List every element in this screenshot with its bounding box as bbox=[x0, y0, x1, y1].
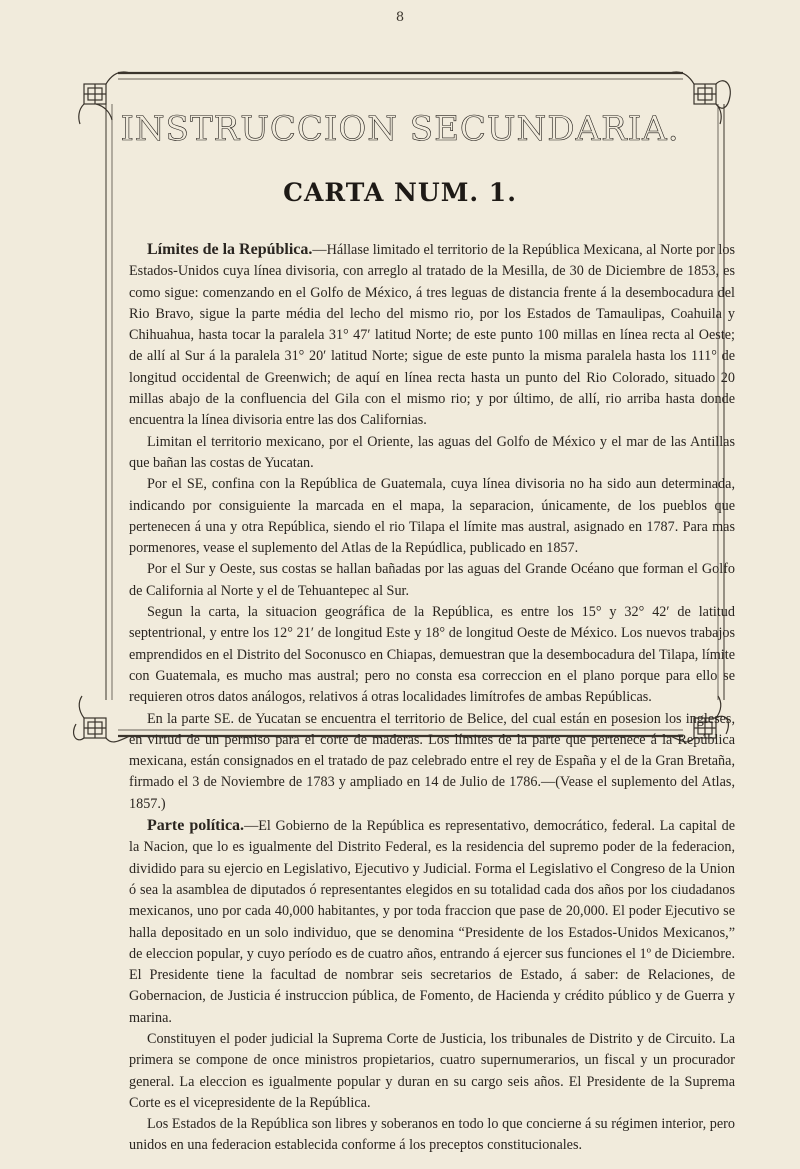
paragraph-text: —Hállase limitado el territorio de la República Mexicana, al Norte por los Estados-Unidos cuya línea divisoria, con arreglo al tratado de la Mesilla, de 30 de Diciembre de 1853, es como sigue: comenzando en el Golfo de México, á tres leguas de distancia frente á la desembocadura del Rio Bravo, sigue la parte média del lecho del mismo rio, por los Estados de Tamaulipas, Coahuila y Chihuahua, hasta tocar la paralela 31° 47′ latitud Norte; de este punto 100 millas en línea recta al Oeste; de allí al Sur á la paralela 31° 20′ latitud Norte; sigue de este punto la misma paralela hasta los 111° de longitud occidental de Greenwich; de aquí en línea recta hasta un punto del Rio Colorado, situado 20 millas abajo de la confluencia del Gila con el mismo rio; y por último, de allí, rio arriba hasta donde encuentra la línea divisoria entre las dos Californias. bbox=[129, 242, 735, 429]
paragraph bbox=[129, 239, 735, 432]
paragraph bbox=[129, 1114, 735, 1157]
paragraph bbox=[129, 709, 735, 815]
section-heading: Límites de la República. bbox=[147, 241, 313, 258]
paragraph-text: Limitan el territorio mexicano, por el Oriente, las aguas del Golfo de México y el mar de las Antillas que bañan las costas de Yucatan. bbox=[129, 433, 735, 471]
paragraph-text: Los Estados de la República son libres y soberanos en todo lo que concierne á su régimen interior, pero unidos en una federacion establecida conforme á los preceptos constitucionales. bbox=[129, 1116, 735, 1154]
paragraph-text: —El Gobierno de la República es representativo, democrático, federal. La capital de la Nacion, que lo es igualmente del Distrito Federal, es la residencia del supremo poder de la federacion, dividido para su ejercio en Legislativo, Ejecutivo y Judicial. Forma el Legislativo el Congreso de la Union ó sea la asamblea de diputados ó representantes elegidos en su totalidad cada dos años por los ciudadanos mexicanos, uno por cada 40,000 habitantes, y por toda fraccion que pase de 20,000. El poder Ejecutivo se halla depositado en un solo individuo, que se denomina “Presidente de los Estados-Unidos Mexicanos,” de eleccion popular, y cuyo período es de cuatro años, entrando á ejercer sus funciones el 1º de Diciembre. El Presidente tiene la facultad de nombrar seis secretarios de Estado, á saber: de Relaciones, de Gobernacion, de Justicia é instruccion pública, de Fomento, de Hacienda y crédito público y de Guerra y marina. bbox=[129, 818, 736, 1026]
paragraph bbox=[129, 432, 735, 475]
paragraph bbox=[129, 559, 735, 602]
body-text bbox=[129, 239, 735, 1157]
section-heading: Parte política. bbox=[147, 817, 245, 835]
paragraph bbox=[129, 602, 735, 708]
page-number: 8 bbox=[395, 10, 405, 25]
paragraph-text: Segun la carta, la situacion geográfica de la República, es entre los 15° y 32° 42′ de latitud septentrional, y entre los 12° 21′ de longitud Este y 18° de longitud Oeste de México. Los nuevos trabajos emprendidos en el Distrito del Soconusco en Chiapas, demuestran que la desembocadura del Tilapa, límite con Guatemala, es mucho mas austral; pero no consta esa correccion en el plano porque para ello se requieren otros datos análogos, relativos á otras localidades limítrofes de ambas Repúblicas. bbox=[129, 604, 735, 706]
corner-ornament-bottom-left bbox=[74, 696, 130, 742]
paragraph-text: Constituyen el poder judicial la Suprema Corte de Justicia, los tribunales de Distrito y de Circuito. La primera se compone de once ministros propietarios, cuatro supernumerarios, un fiscal y un procurador general. La eleccion es igualmente popular y duran en su cargo seis años. El Presidente de la Suprema Corte es el vicepresidente de la República. bbox=[129, 1030, 735, 1111]
paragraph bbox=[129, 1029, 735, 1114]
map-title: CARTA NUM. 1. bbox=[283, 178, 517, 207]
page-title: INSTRUCCION SECUNDARIA. bbox=[120, 109, 680, 149]
paragraph bbox=[129, 815, 735, 1029]
paragraph-text: Por el SE, confina con la República de Guatemala, cuya línea divisoria no ha sido aun determinada, indicando por consiguiente la marcada en el mapa, la separacion, únicamente, de los pueblos que pertenecen á una y otra República, siendo el rio Tilapa el límite mas austral, asignado en 1787. Para mas pormenores, vease el suplemento del Atlas de la Repúdlica, publicado en 1857. bbox=[129, 476, 735, 557]
paragraph-text: En la parte SE. de Yucatan se encuentra el territorio de Belice, del cual están en posesion los ingleses, en virtud de un permiso para el corte de maderas. Los límites de la parte que pertenece á la República mexicana, están consignados en el tratado de paz celebrado entre el rey de España y el de la Gran Bretaña, firmado el 3 de Noviembre de 1783 y ampliado en 14 de Julio de 1786.—(Vease el suplemento del Atlas, 1857.) bbox=[129, 710, 735, 812]
paragraph bbox=[129, 474, 735, 559]
paragraph-text: Por el Sur y Oeste, sus costas se hallan bañadas por las aguas del Grande Océano que forman el Golfo de California al Norte y el de Tehuantepec al Sur. bbox=[129, 561, 735, 599]
